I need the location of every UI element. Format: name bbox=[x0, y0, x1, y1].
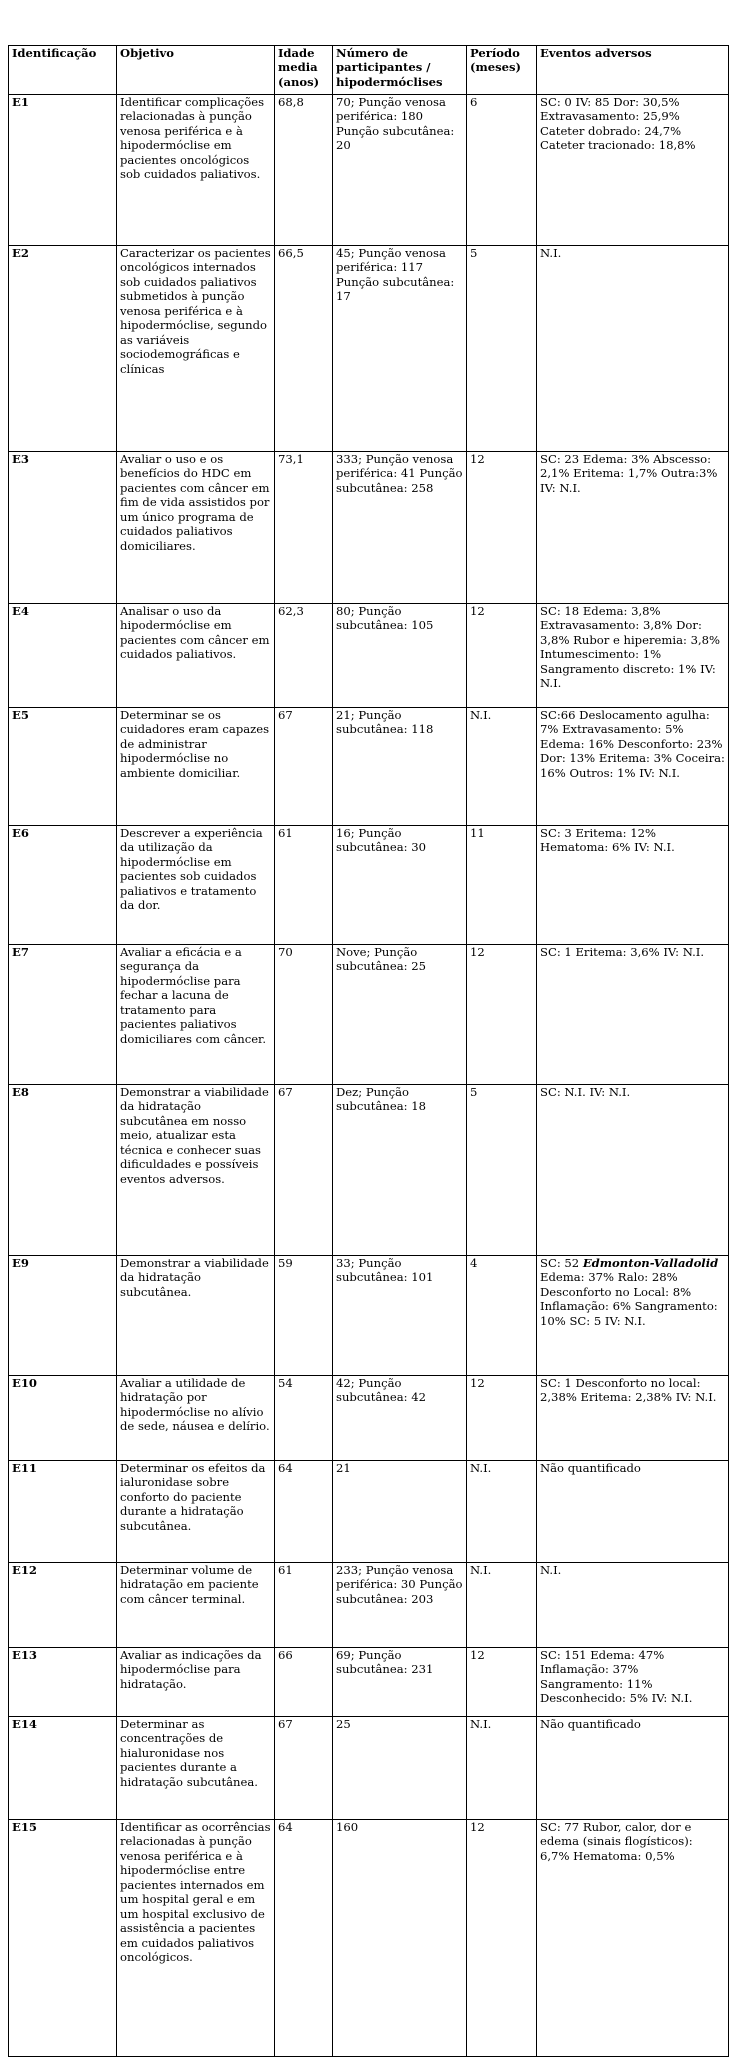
table-row bbox=[9, 604, 729, 708]
cell-id: E11 bbox=[9, 1461, 117, 1563]
cell-participants: Nove; Punção subcutânea: 25 bbox=[333, 945, 467, 1085]
header-adverse-events: Eventos adversos bbox=[537, 46, 729, 95]
cell-id: E10 bbox=[9, 1376, 117, 1461]
cell-objective: Analisar o uso da hipodermóclise em pacientes com câncer em cuidados paliativos. bbox=[117, 604, 275, 708]
table-row bbox=[9, 1376, 729, 1461]
table-row bbox=[9, 452, 729, 604]
table-row bbox=[9, 1563, 729, 1648]
cell-adverse-events: SC: 1 Desconforto no local: 2,38% Eritema: 2,38% IV: N.I. bbox=[537, 1376, 729, 1461]
cell-age: 62,3 bbox=[275, 604, 333, 708]
cell-objective: Determinar as concentrações de hialuronidase nos pacientes durante a hidratação subcutânea. bbox=[117, 1717, 275, 1820]
cell-participants: 69; Punção subcutânea: 231 bbox=[333, 1648, 467, 1717]
cell-period: 6 bbox=[467, 95, 537, 246]
cell-period: 12 bbox=[467, 1648, 537, 1717]
cell-adverse-events: Não quantificado bbox=[537, 1717, 729, 1820]
cell-adverse-events: N.I. bbox=[537, 246, 729, 452]
cell-adverse-events: Não quantificado bbox=[537, 1461, 729, 1563]
cell-participants: 25 bbox=[333, 1717, 467, 1820]
cell-id: E13 bbox=[9, 1648, 117, 1717]
cell-objective: Determinar volume de hidratação em paciente com câncer terminal. bbox=[117, 1563, 275, 1648]
cell-id: E5 bbox=[9, 708, 117, 826]
table-row bbox=[9, 1717, 729, 1820]
table-row bbox=[9, 708, 729, 826]
cell-age: 68,8 bbox=[275, 95, 333, 246]
cell-age: 70 bbox=[275, 945, 333, 1085]
studies-table bbox=[8, 45, 729, 2057]
cell-id: E8 bbox=[9, 1085, 117, 1256]
header-period: Período (meses) bbox=[467, 46, 537, 95]
adverse-post: Edema: 37% Ralo: 28% Desconforto no Local: 8% Inflamação: 6% Sangramento: 10% SC: 5 IV: N.I. bbox=[540, 1270, 718, 1328]
cell-adverse-events bbox=[537, 1256, 729, 1376]
cell-period: 12 bbox=[467, 1376, 537, 1461]
cell-id: E14 bbox=[9, 1717, 117, 1820]
table-row bbox=[9, 826, 729, 945]
cell-period: 12 bbox=[467, 604, 537, 708]
cell-participants: 16; Punção subcutânea: 30 bbox=[333, 826, 467, 945]
header-objective: Objetivo bbox=[117, 46, 275, 95]
cell-id: E3 bbox=[9, 452, 117, 604]
cell-objective: Determinar se os cuidadores eram capazes de administrar hipodermóclise no ambiente domiciliar. bbox=[117, 708, 275, 826]
cell-objective: Caracterizar os pacientes oncológicos internados sob cuidados paliativos submetidos à punção venosa periférica e à hipodermóclise, segundo as variáveis sociodemográficas e clínicas bbox=[117, 246, 275, 452]
cell-objective: Determinar os efeitos da ialuronidase sobre conforto do paciente durante a hidratação subcutânea. bbox=[117, 1461, 275, 1563]
cell-adverse-events: SC: 18 Edema: 3,8% Extravasamento: 3,8% Dor: 3,8% Rubor e hiperemia: 3,8% Intumescimento: 1% Sangramento discreto: 1% IV: N.I. bbox=[537, 604, 729, 708]
cell-participants: 21 bbox=[333, 1461, 467, 1563]
cell-adverse-events: SC: 77 Rubor, calor, dor e edema (sinais flogísticos): 6,7% Hematoma: 0,5% bbox=[537, 1820, 729, 2057]
cell-period: 12 bbox=[467, 452, 537, 604]
header-age: Idade media (anos) bbox=[275, 46, 333, 95]
adverse-scale-name: Edmonton-Valladolid bbox=[582, 1256, 719, 1270]
cell-id: E2 bbox=[9, 246, 117, 452]
cell-period: 5 bbox=[467, 1085, 537, 1256]
cell-id: E6 bbox=[9, 826, 117, 945]
cell-id: E7 bbox=[9, 945, 117, 1085]
cell-period: N.I. bbox=[467, 708, 537, 826]
cell-age: 64 bbox=[275, 1820, 333, 2057]
header-participants: Número de participantes / hipodermóclises bbox=[333, 46, 467, 95]
cell-adverse-events: SC: 151 Edema: 47% Inflamação: 37% Sangramento: 11% Desconhecido: 5% IV: N.I. bbox=[537, 1648, 729, 1717]
cell-objective: Avaliar o uso e os benefícios do HDC em pacientes com câncer em fim de vida assistidos por um único programa de cuidados paliativos domiciliares. bbox=[117, 452, 275, 604]
header-id: Identificação bbox=[9, 46, 117, 95]
table-row bbox=[9, 95, 729, 246]
cell-age: 67 bbox=[275, 1085, 333, 1256]
cell-adverse-events: SC:66 Deslocamento agulha: 7% Extravasamento: 5% Edema: 16% Desconforto: 23% Dor: 13% Eritema: 3% Coceira: 16% Outros: 1% IV: N.I. bbox=[537, 708, 729, 826]
table-row bbox=[9, 1461, 729, 1563]
cell-objective: Avaliar as indicações da hipodermóclise para hidratação. bbox=[117, 1648, 275, 1717]
table-header-row bbox=[9, 46, 729, 95]
cell-adverse-events: SC: 0 IV: 85 Dor: 30,5% Extravasamento: 25,9% Cateter dobrado: 24,7% Cateter tracionado: 18,8% bbox=[537, 95, 729, 246]
cell-period: N.I. bbox=[467, 1563, 537, 1648]
table-row bbox=[9, 945, 729, 1085]
cell-participants: 233; Punção venosa periférica: 30 Punção subcutânea: 203 bbox=[333, 1563, 467, 1648]
cell-age: 66,5 bbox=[275, 246, 333, 452]
cell-id: E4 bbox=[9, 604, 117, 708]
cell-age: 67 bbox=[275, 1717, 333, 1820]
cell-period: 4 bbox=[467, 1256, 537, 1376]
cell-age: 66 bbox=[275, 1648, 333, 1717]
cell-age: 67 bbox=[275, 708, 333, 826]
cell-objective: Demonstrar a viabilidade da hidratação subcutânea em nosso meio, atualizar esta técnica e conhecer suas dificuldades e possíveis eventos adversos. bbox=[117, 1085, 275, 1256]
cell-participants: 80; Punção subcutânea: 105 bbox=[333, 604, 467, 708]
cell-adverse-events: SC: 1 Eritema: 3,6% IV: N.I. bbox=[537, 945, 729, 1085]
cell-participants: Dez; Punção subcutânea: 18 bbox=[333, 1085, 467, 1256]
cell-id: E9 bbox=[9, 1256, 117, 1376]
cell-id: E12 bbox=[9, 1563, 117, 1648]
cell-participants: 160 bbox=[333, 1820, 467, 2057]
cell-objective: Descrever a experiência da utilização da hipodermóclise em pacientes sob cuidados paliativos e tratamento da dor. bbox=[117, 826, 275, 945]
cell-age: 61 bbox=[275, 826, 333, 945]
cell-objective: Demonstrar a viabilidade da hidratação subcutânea. bbox=[117, 1256, 275, 1376]
cell-period: 11 bbox=[467, 826, 537, 945]
cell-period: N.I. bbox=[467, 1717, 537, 1820]
cell-period: 12 bbox=[467, 945, 537, 1085]
table-row bbox=[9, 1648, 729, 1717]
cell-participants: 333; Punção venosa periférica: 41 Punção subcutânea: 258 bbox=[333, 452, 467, 604]
cell-participants: 33; Punção subcutânea: 101 bbox=[333, 1256, 467, 1376]
cell-adverse-events: N.I. bbox=[537, 1563, 729, 1648]
cell-participants: 42; Punção subcutânea: 42 bbox=[333, 1376, 467, 1461]
cell-objective: Avaliar a utilidade de hidratação por hipodermóclise no alívio de sede, náusea e delírio. bbox=[117, 1376, 275, 1461]
cell-id: E1 bbox=[9, 95, 117, 246]
adverse-pre: SC: 52 bbox=[540, 1256, 583, 1270]
cell-period: N.I. bbox=[467, 1461, 537, 1563]
cell-age: 73,1 bbox=[275, 452, 333, 604]
cell-participants: 45; Punção venosa periférica: 117 Punção subcutânea: 17 bbox=[333, 246, 467, 452]
cell-adverse-events: SC: N.I. IV: N.I. bbox=[537, 1085, 729, 1256]
cell-adverse-events: SC: 3 Eritema: 12% Hematoma: 6% IV: N.I. bbox=[537, 826, 729, 945]
cell-period: 5 bbox=[467, 246, 537, 452]
table-row bbox=[9, 1256, 729, 1376]
cell-participants: 70; Punção venosa periférica: 180 Punção subcutânea: 20 bbox=[333, 95, 467, 246]
cell-age: 64 bbox=[275, 1461, 333, 1563]
cell-period: 12 bbox=[467, 1820, 537, 2057]
cell-age: 61 bbox=[275, 1563, 333, 1648]
cell-participants: 21; Punção subcutânea: 118 bbox=[333, 708, 467, 826]
cell-objective: Identificar as ocorrências relacionadas à punção venosa periférica e à hipodermóclise entre pacientes internados em um hospital geral e em um hospital exclusivo de assistência a pacientes em cuidados paliativos oncológicos. bbox=[117, 1820, 275, 2057]
table-row bbox=[9, 1820, 729, 2057]
cell-adverse-events: SC: 23 Edema: 3% Abscesso: 2,1% Eritema: 1,7% Outra:3% IV: N.I. bbox=[537, 452, 729, 604]
cell-age: 54 bbox=[275, 1376, 333, 1461]
cell-objective: Avaliar a eficácia e a segurança da hipodermóclise para fechar a lacuna de tratamento para pacientes paliativos domiciliares com câncer. bbox=[117, 945, 275, 1085]
cell-objective: Identificar complicações relacionadas à punção venosa periférica e à hipodermóclise em pacientes oncológicos sob cuidados paliativos. bbox=[117, 95, 275, 246]
table-row bbox=[9, 1085, 729, 1256]
cell-age: 59 bbox=[275, 1256, 333, 1376]
cell-id: E15 bbox=[9, 1820, 117, 2057]
table-row bbox=[9, 246, 729, 452]
